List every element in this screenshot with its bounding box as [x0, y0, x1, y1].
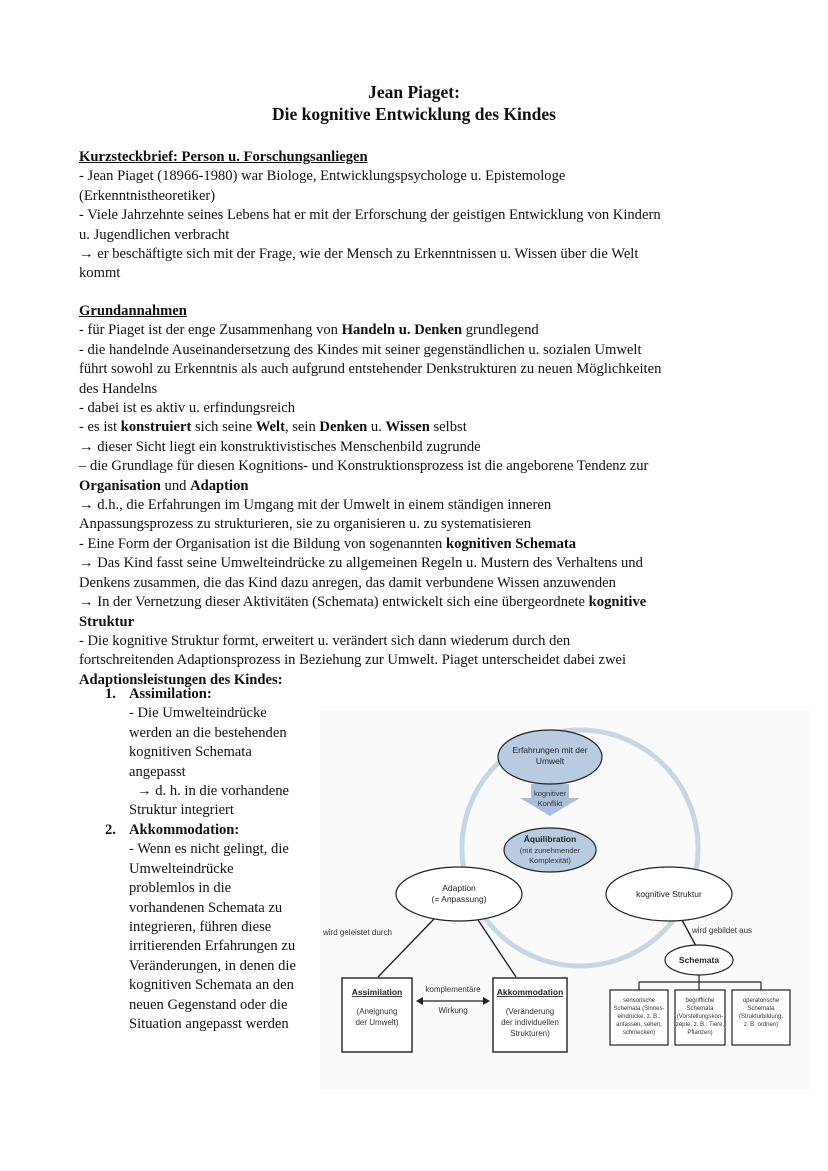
- assimilation-box-line1: (Aneignung: [356, 1007, 398, 1016]
- list-number: 1.: [105, 686, 116, 702]
- conflict-label-line1: kognitiver: [533, 789, 567, 798]
- paragraph-line: - Die kognitive Struktur formt, erweitert u. verändert sich dann wiederum durch den: [79, 632, 571, 649]
- experience-label-line1: Erfahrungen mit der: [512, 745, 588, 755]
- conceptual-schemata-line: (Vorstellungskon-: [676, 1014, 724, 1020]
- complementary-label-line2: Wirkung: [438, 1006, 468, 1015]
- conceptual-schemata-line: Schemata: [686, 1006, 714, 1012]
- adaption-diagram: [320, 710, 810, 1090]
- list-item-line: problemlos in die: [129, 880, 232, 897]
- list-number: 2.: [105, 822, 116, 838]
- cognitive-structure-label: kognitive Struktur: [636, 889, 702, 899]
- accommodation-box-line2: der individuellen: [501, 1018, 559, 1027]
- paragraph-line: - dabei ist es aktiv u. erfindungsreich: [79, 400, 296, 417]
- bold-term: Adaption: [190, 477, 249, 494]
- list-item-line: werden an die bestehenden: [129, 724, 287, 741]
- paragraph-line: führt sowohl zu Erkenntnis als auch aufgrund entstehender Denkstrukturen zu neuen Möglichkeiten: [79, 361, 662, 378]
- section-heading: Kurzsteckbrief: Person u. Forschungsanliegen: [79, 149, 368, 165]
- paragraph-line: – die Grundlage für diesen Kognitions- und Konstruktionsprozess ist die angeborene Tendenz zur: [79, 458, 649, 475]
- list-item-akkommodation: [129, 821, 329, 1034]
- list-item-line: Umwelteindrücke: [129, 860, 234, 877]
- operational-schemata-line: z. B. ordnen): [743, 1022, 779, 1028]
- equilibration-label-line2: (mit zunehmender: [519, 846, 581, 855]
- sensory-schemata-line: eindrücke, z. B.:: [617, 1014, 661, 1020]
- accommodation-box-line3: Strukturen): [510, 1029, 550, 1038]
- paragraph-line: kommt: [79, 265, 121, 282]
- paragraph-line: - Viele Jahrzehnte seines Lebens hat er mit der Erforschung der geistigen Entwicklung von Kindern: [79, 207, 661, 224]
- list-item-line: kognitiven Schemata: [129, 744, 252, 761]
- conceptual-schemata-line: begriffliche: [685, 998, 715, 1004]
- assimilation-box-line2: der Umwelt): [355, 1018, 399, 1027]
- bold-term: Organisation: [79, 477, 161, 494]
- equilibration-label-line3: Komplexität): [529, 856, 571, 865]
- sensory-schemata-line: Schemata (Sinnes-: [613, 1006, 665, 1012]
- list-item-line: neuen Gegenstand oder die: [129, 996, 288, 1013]
- assimilation-box-title: Assimilation: [351, 987, 403, 997]
- list-item-line: Situation angepasst werden: [129, 1016, 289, 1033]
- paragraph-line: Denkens zusammen, die das Kind dazu anregen, das damit verbundene Wissen anzuwenden: [79, 574, 616, 591]
- paragraph-line: des Handelns: [79, 380, 158, 397]
- text-span: , sein: [284, 419, 320, 436]
- text-span: grundlegend: [462, 322, 539, 339]
- text-span: - Eine Form der Organisation ist die Bildung von sogenannten: [79, 535, 446, 552]
- list-item-line: - Die Umwelteindrücke: [129, 705, 267, 722]
- paragraph-line: u. Jugendlichen verbracht: [79, 226, 230, 243]
- list-item-assimilation: [129, 685, 329, 821]
- accommodation-box-title: Akkommodation: [496, 987, 564, 997]
- operational-schemata-line: Schemata: [747, 1006, 775, 1012]
- list-item-line: vorhandenen Schemata zu: [129, 899, 283, 916]
- list-item-line: kognitiven Schemata an den: [129, 977, 294, 994]
- document-title-line-2: Die kognitive Entwicklung des Kindes: [272, 104, 556, 124]
- paragraph-line: - die handelnde Auseinandersetzung des Kindes mit seiner gegenständlichen u. sozialen Umwelt: [79, 341, 642, 358]
- paragraph-line: → Das Kind fasst seine Umwelteindrücke zu allgemeinen Regeln u. Mustern des Verhaltens und: [79, 555, 643, 572]
- paragraph-line: → dieser Sicht liegt ein konstruktivistisches Menschenbild zugrunde: [79, 438, 481, 455]
- adaption-label-line1: Adaption: [442, 883, 476, 893]
- list-item-title: Assimilation:: [129, 686, 212, 702]
- bold-term: Adaptionsleistungen des Kindes:: [79, 671, 283, 688]
- text-span: - für Piaget ist der enge Zusammenhang von: [79, 322, 342, 339]
- bold-term: kognitiven Schemata: [445, 535, 577, 552]
- list-item-line: - Wenn es nicht gelingt, die: [129, 841, 289, 858]
- sensory-schemata-line: anfassen, sehen,: [616, 1022, 662, 1028]
- section-heading: Grundannahmen: [79, 303, 187, 319]
- text-span: und: [160, 477, 191, 494]
- list-item-line: irritierenden Erfahrungen zu: [129, 938, 296, 955]
- bold-term: kognitive: [588, 594, 647, 611]
- text-span: u.: [367, 419, 386, 436]
- bold-term: Wissen: [385, 419, 430, 436]
- conflict-label-line2: Konflikt: [537, 799, 563, 808]
- conceptual-schemata-line: Pflanzen): [687, 1030, 713, 1036]
- experience-label-line2: Umwelt: [535, 756, 565, 766]
- text-span: → In der Vernetzung dieser Aktivitäten (Schemata) entwickelt sich eine übergeordnete: [79, 594, 589, 611]
- bold-term: Handeln u. Denken: [341, 322, 463, 339]
- text-span: sich seine: [191, 419, 256, 436]
- list-item-line: angepasst: [129, 763, 186, 780]
- formed-from-label: wird gebildet aus: [692, 926, 753, 935]
- list-item-line: integrieren, führen diese: [129, 919, 272, 936]
- schemata-label: Schemata: [678, 955, 720, 965]
- complementary-label-line1: komplementäre: [425, 985, 481, 994]
- document-title-line-1: Jean Piaget:: [368, 82, 460, 102]
- adaption-list: [0, 0, 330, 1171]
- operational-schemata-line: operatorische: [742, 998, 780, 1004]
- adaption-label-line2: (= Anpassung): [431, 894, 487, 904]
- text-span: - es ist: [79, 419, 121, 436]
- operational-schemata-line: (Strukturbildung,: [738, 1014, 784, 1020]
- list-item-title: Akkommodation:: [129, 822, 240, 838]
- paragraph-line: → er beschäftigte sich mit der Frage, wie der Mensch zu Erkenntnissen u. Wissen über die Welt: [79, 246, 639, 263]
- bold-term: Struktur: [79, 613, 135, 630]
- list-item-line: Struktur integriert: [129, 802, 234, 819]
- accommodation-box-line1: (Veränderung: [505, 1007, 555, 1016]
- paragraph-line: (Erkenntnistheoretiker): [79, 187, 216, 204]
- paragraph-line: - Jean Piaget (18966-1980) war Biologe, Entwicklungspsychologe u. Epistemologe: [79, 168, 566, 185]
- bold-term: konstruiert: [120, 419, 192, 436]
- list-item-line: Veränderungen, in denen die: [129, 957, 296, 974]
- bold-term: Welt: [255, 419, 285, 436]
- list-item-line: → d. h. in die vorhandene: [137, 783, 289, 800]
- achieved-by-label: wird geleistet durch: [323, 928, 392, 937]
- conceptual-schemata-line: zepte, z. B.: Tiere,: [675, 1022, 725, 1028]
- paragraph-line: Anpassungsprozess zu strukturieren, sie zu organisieren u. zu systematisieren: [79, 516, 532, 533]
- equilibration-label-line1: Äquilibration: [523, 834, 577, 844]
- paragraph-line: fortschreitenden Adaptionsprozess in Beziehung zur Umwelt. Piaget unterscheidet dabei zwei: [79, 652, 627, 669]
- sensory-schemata-line: schmecken): [622, 1030, 656, 1036]
- text-span: selbst: [429, 419, 467, 436]
- bold-term: Denken: [319, 419, 368, 436]
- sensory-schemata-line: sensorische: [622, 998, 656, 1004]
- paragraph-line: → d.h., die Erfahrungen im Umgang mit der Umwelt in einem ständigen inneren: [79, 497, 552, 514]
